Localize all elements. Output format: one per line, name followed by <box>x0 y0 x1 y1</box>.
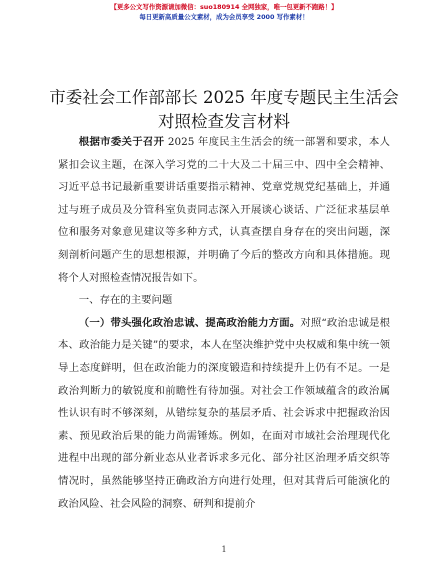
subsection-paragraph <box>58 312 390 515</box>
intro-text: 2025 年度民主生活会的统一部署和要求，本人紧扣会议主题，在深入学习党的二十大及二十届三中、四中全会精神、习近平总书记最新重要讲话重要指示精神、党章党规党纪基础上，并通过与班子成员及分管科室负责同志深入开展谈心谈话、广泛征求基层单位和服务对象意见建议等多种方式，认真查摆自身存在的突出问题，深刻剖析问题产生的思想根源，并明确了今后的整改方向和具体措施。现将个人对照检查情况报告如下。 <box>58 136 390 284</box>
document-title <box>40 86 408 134</box>
promo-banner <box>0 2 448 22</box>
promo-banner-line-2: 每日更新高质量公文素材，成为会员享受 2000 写作素材！ <box>139 13 309 21</box>
document-title-line-1: 市委社会工作部部长 2025 年度专题民主生活会 <box>49 88 399 107</box>
promo-banner-line-1: 【更多公文写作资源请加微信：suo180914 全网独家，唯一包更新不跑路！】 <box>110 3 338 11</box>
section-heading: 一、存在的主要问题 <box>78 294 173 307</box>
document-body <box>58 131 390 515</box>
page-number: 1 <box>221 545 227 554</box>
subsection-text: 对照“政治忠诚是根本、政治能力是关键”的要求，本人在坚决维护党中央权威和集中统一领导上态度鲜明，但在政治能力的深度锻造和持续提升上仍有不足。一是政治判断力的敏锐度和前瞻性有待加强。对社会工作领域蕴含的政治属性认识有时不够深刻，从错综复杂的基层矛盾、社会诉求中把握政治因素、预见政治后果的能力尚需锤炼。例如，在面对市域社会治理现代化进程中出现的部分新业态从业者诉求多元化、部分社区治理矛盾交织等情况时，虽然能够坚持正确政治方向进行处理，但对其背后可能演化的政治风险、社会风险的洞察、研判和提前介 <box>58 316 391 510</box>
intro-paragraph <box>58 131 390 289</box>
document-title-line-2: 对照检查发言材料 <box>158 112 290 131</box>
subsection-lead: （一）带头强化政治忠诚、提高政治能力方面。 <box>78 316 301 329</box>
intro-lead: 根据市委关于召开 <box>78 136 165 148</box>
